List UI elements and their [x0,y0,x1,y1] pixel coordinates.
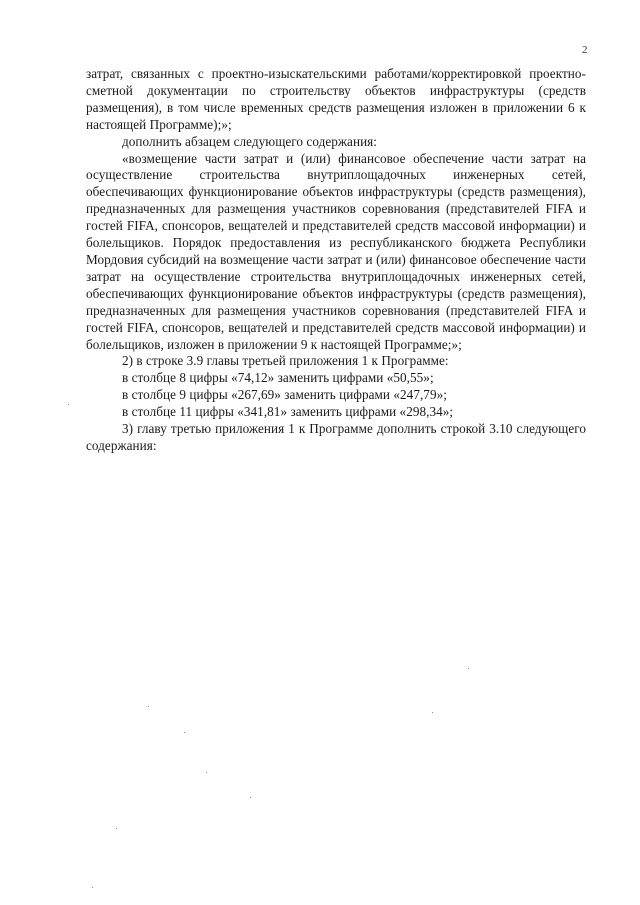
paragraph-item-2: 2) в строке 3.9 главы третьей приложения 1 к Программе: [122,353,449,369]
document-body [86,66,586,455]
page-number: 2 [582,44,588,56]
scan-speck [116,828,117,829]
scan-speck [184,732,185,733]
paragraph-continuation: затрат, связанных с проектно-изыскательскими работами/корректировкой проектно-сметной документации по строительству объектов инфраструктуры (средств размещения), в том числе временных средств размещения изложен в приложении 6 к настоящей Программе);»; [86,66,586,132]
scan-speck [148,706,149,707]
scan-speck [206,772,207,773]
paragraph-add-clause: дополнить абзацем следующего содержания: [122,133,378,149]
paragraph-item-3: 3) главу третью приложения 1 к Программе дополнить строкой 3.10 следующего содержания: [86,421,586,453]
paragraph-column-8: в столбце 8 цифры «74,12» заменить цифрами «50,55»; [122,370,434,386]
paragraph-column-11: в столбце 11 цифры «341,81» заменить цифрами «298,34»; [122,404,454,420]
scan-speck [250,797,251,798]
scan-speck [68,404,69,405]
scan-speck [92,887,93,888]
paragraph-quoted-clause: «возмещение части затрат и (или) финансовое обеспечение части затрат на осуществление строительства внутриплощадочных инженерных сетей, обеспечивающих функционирование объектов инфраструктуры (средств размещения), предназначенных для размещения участников соревнования (представителей FIFA и гостей FIFA, спонсоров, вещателей и представителей средств массовой информации) и болельщиков. Порядок предоставления из республиканского бюджета Республики Мордовия субсидий на возмещение части затрат и (или) финансовое обеспечение части затрат на осуществление строительства внутриплощадочных инженерных сетей, обеспечивающих функционирование объектов инфраструктуры (средств размещения), предназначенных для размещения участников соревнования (представителей FIFA и гостей FIFA, спонсоров, вещателей и представителей средств массовой информации) и болельщиков, изложен в приложении 9 к настоящей Программе;»; [86,150,586,352]
scan-speck [432,712,433,713]
scan-speck [468,668,469,669]
paragraph-column-9: в столбце 9 цифры «267,69» заменить цифрами «247,79»; [122,387,447,403]
